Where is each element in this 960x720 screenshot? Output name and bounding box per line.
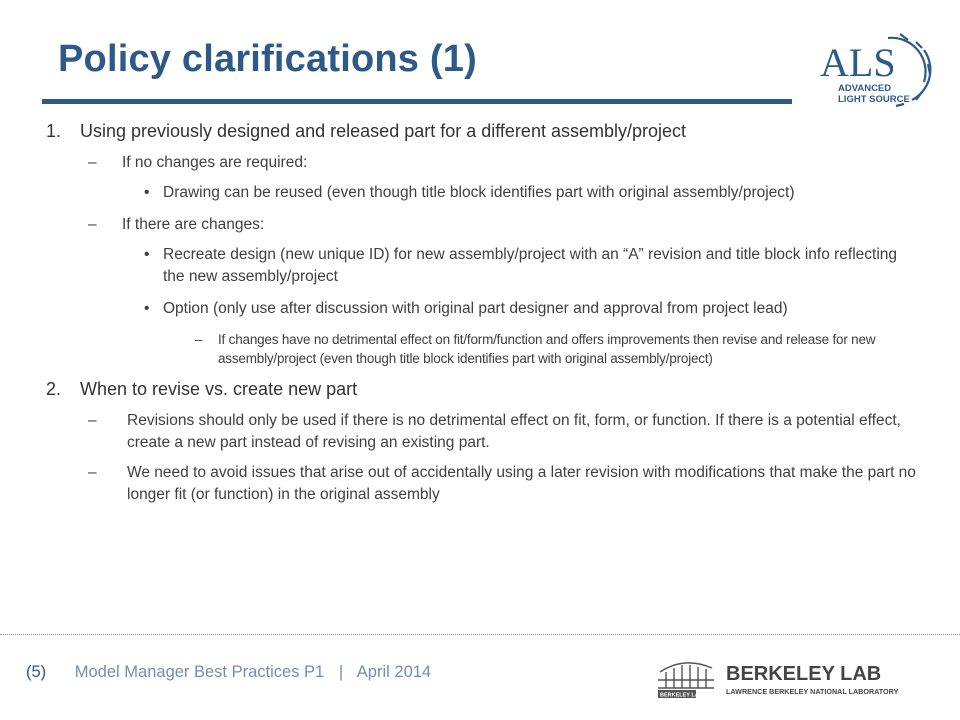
footer-separator: | [338, 663, 344, 681]
slide-title: Policy clarifications (1) [58, 38, 477, 80]
berkeley-lab-name: BERKELEY LAB [726, 663, 882, 685]
bullet-text: Drawing can be reused (even though title block identifies part with original assembly/project) [163, 184, 795, 201]
dash-marker: – [195, 332, 203, 347]
sub-sub-item [46, 330, 921, 368]
footer-divider [0, 634, 960, 635]
list-number: 2. [46, 379, 62, 399]
sub-item-text: We need to avoid issues that arise out of accidentally using a later revision with modifications that make the part no longer fit (or function) in the original assembly [127, 464, 916, 503]
bullet-marker: • [144, 300, 150, 317]
dash-marker: – [88, 464, 97, 481]
berkeley-lab-building-icon [658, 663, 714, 688]
bullet-item [46, 298, 921, 320]
dash-marker: – [88, 154, 97, 171]
sub-item-no-changes [46, 152, 921, 174]
page-number: (5) [26, 663, 47, 681]
sub-item-avoid-issues [46, 462, 921, 506]
als-logo-line2: LIGHT SOURCE [838, 94, 910, 105]
sub-sub-item-text: If changes have no detrimental effect on fit/form/function and offers improvements then revise and release for new assembly/project (even though title block identifies part with original assembly/project) [218, 332, 876, 366]
dash-marker: – [88, 412, 97, 429]
list-item-1 [46, 120, 921, 142]
list-item-text: When to revise vs. create new part [80, 379, 358, 399]
dash-marker: – [88, 216, 97, 233]
als-logo-line1: ADVANCED [838, 83, 892, 94]
slide-body [46, 120, 921, 514]
sub-item-changes [46, 214, 921, 236]
footer-date: April 2014 [356, 663, 432, 681]
sub-item-text: Revisions should only be used if there is no detrimental effect on fit, form, or function. If there is a potential effect, create a new part instead of revising an existing part. [127, 412, 901, 451]
bullet-item [46, 182, 921, 204]
sub-item-text: If no changes are required: [122, 154, 308, 171]
bullet-item [46, 244, 921, 288]
footer-title: Model Manager Best Practices P1 [74, 663, 325, 681]
als-logo-main: ALS [820, 40, 896, 85]
sub-item-text: If there are changes: [122, 216, 265, 233]
footer [26, 663, 431, 682]
list-number: 1. [46, 121, 62, 141]
berkeley-lab-logo [654, 652, 944, 702]
bullet-marker: • [144, 184, 150, 201]
title-underline [42, 99, 792, 104]
sub-item-revisions [46, 410, 921, 454]
bullet-text: Recreate design (new unique ID) for new assembly/project with an “A” revision and title block info reflecting the new assembly/project [163, 246, 898, 285]
bullet-text: Option (only use after discussion with original part designer and approval from project lead) [163, 300, 788, 317]
berkeley-lab-badge-text: BERKELEY LAB [660, 692, 703, 699]
berkeley-lab-subtitle: LAWRENCE BERKELEY NATIONAL LABORATORY [726, 687, 899, 696]
bullet-marker: • [144, 246, 150, 263]
list-item-text: Using previously designed and released part for a different assembly/project [80, 121, 687, 141]
als-logo [804, 30, 934, 108]
list-item-2 [46, 378, 921, 400]
